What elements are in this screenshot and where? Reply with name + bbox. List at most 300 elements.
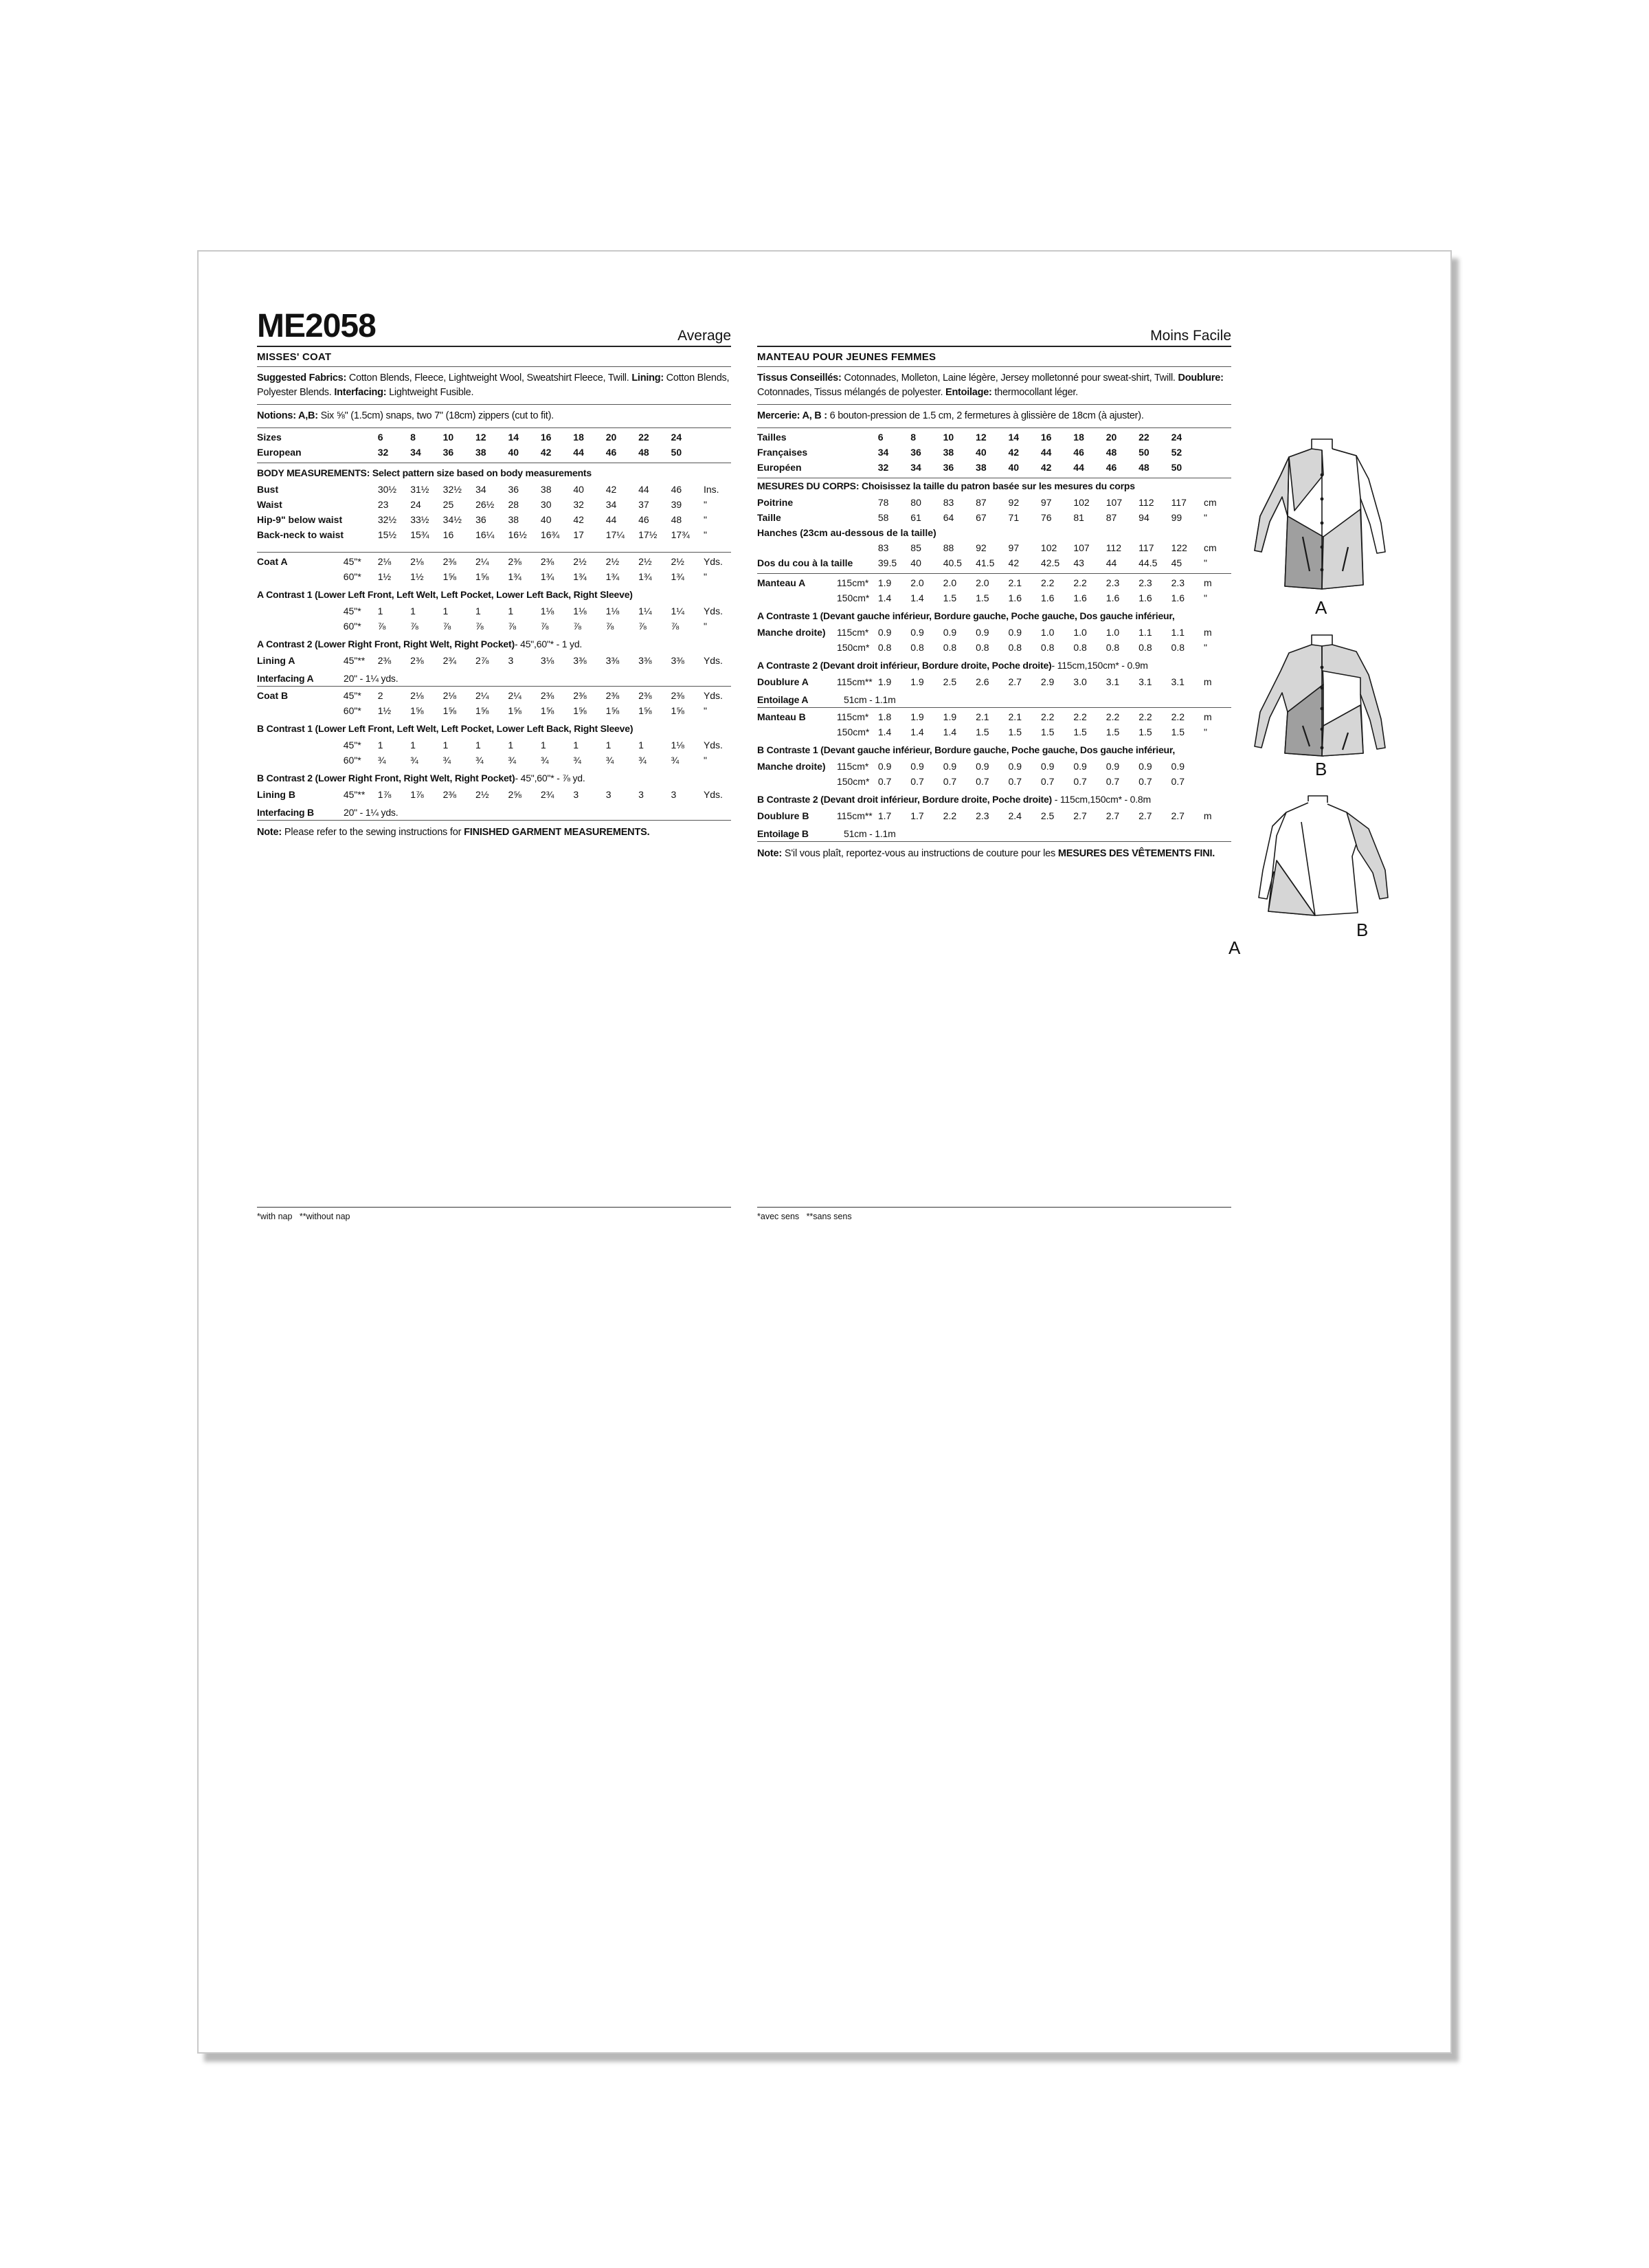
table-row — [757, 430, 1231, 445]
row-label — [257, 569, 344, 584]
table-cell: ⅞ — [573, 621, 581, 632]
interfacing-b-row: Entoilage B 51cm - 1.1m — [757, 828, 896, 839]
table-cell: 22 — [1138, 432, 1149, 443]
table-cell: 2½ — [671, 556, 684, 567]
table-cell: 1.5 — [976, 726, 989, 737]
table-cell: 36 — [910, 447, 921, 458]
table-cell: ¾ — [377, 755, 386, 766]
unit: Yds. — [703, 690, 723, 701]
view-label-a: A — [1315, 597, 1327, 618]
table-cell: 0.7 — [910, 776, 924, 787]
table-cell: 0.7 — [1171, 776, 1185, 787]
table-cell: 2.7 — [1073, 810, 1087, 821]
table-cell: 1.4 — [943, 726, 957, 737]
table-cell: 0.9 — [943, 627, 957, 638]
table-cell: 14 — [1008, 432, 1020, 443]
table-row — [757, 625, 1231, 640]
row-label: Sizes — [257, 432, 282, 443]
table-cell: 1 — [377, 740, 383, 751]
table-cell: 1⅝ — [605, 705, 620, 716]
english-column — [257, 308, 731, 1221]
table-cell: 1.4 — [910, 726, 924, 737]
table-cell: 2⅜ — [540, 690, 554, 701]
table-cell: 92 — [976, 542, 987, 553]
fabric-width: 60"* — [343, 705, 361, 716]
table-cell: 1.5 — [1138, 726, 1152, 737]
a-contrast1-table — [257, 603, 731, 634]
table-row — [757, 460, 1231, 475]
table-cell: 41.5 — [976, 557, 995, 568]
table-cell: 34 — [877, 447, 889, 458]
table-cell: 0.8 — [1106, 642, 1120, 653]
table-cell: 8 — [410, 432, 416, 443]
row-label: Manche droite) — [757, 761, 826, 772]
table-cell: 1½ — [410, 571, 424, 582]
divider — [757, 366, 1231, 367]
table-cell: 2.6 — [976, 676, 989, 687]
table-cell: 0.7 — [1040, 776, 1055, 787]
table-cell: 1.9 — [877, 577, 892, 588]
divider — [757, 573, 1231, 574]
fabric-width: 150cm* — [836, 776, 870, 787]
table-cell: 67 — [976, 512, 987, 523]
table-cell: 1 — [638, 740, 644, 751]
divider — [257, 820, 731, 821]
fabric-width: 45"* — [343, 605, 361, 616]
table-cell: 20 — [605, 432, 617, 443]
row-label: Françaises — [757, 447, 808, 458]
table-cell: 1.0 — [1106, 627, 1120, 638]
table-cell: ⅞ — [442, 621, 451, 632]
table-cell: 1.9 — [910, 711, 924, 722]
table-cell: 52 — [1171, 447, 1182, 458]
divider — [257, 1207, 731, 1208]
table-cell: 0.7 — [943, 776, 957, 787]
table-cell: 44 — [605, 514, 617, 525]
table-cell: 2⅜ — [410, 655, 424, 666]
yardage-table-b — [257, 688, 731, 718]
lining-a-table — [257, 653, 731, 668]
pattern-code: ME2058 — [257, 308, 376, 344]
table-cell: 26½ — [475, 499, 495, 510]
fabric-width: 115cm* — [836, 761, 869, 772]
table-row — [257, 430, 731, 445]
unit: Yds. — [703, 605, 723, 616]
row-label: Doublure B — [757, 810, 809, 821]
footnote: *avec sens **sans sens — [757, 1212, 852, 1221]
a-contrast1-heading: A Contraste 1 (Devant gauche inférieur, Bordure gauche, Poche gauche, Dos gauche inférieur, — [757, 610, 1175, 621]
table-cell: 38 — [508, 514, 519, 525]
table-cell: 2⅜ — [540, 556, 554, 567]
table-row — [757, 759, 1231, 774]
a-contrast1-table — [757, 625, 1231, 655]
table-cell: ⅞ — [638, 621, 647, 632]
table-cell: 50 — [1138, 447, 1149, 458]
table-cell: 112 — [1106, 542, 1122, 553]
table-cell: 16¾ — [540, 529, 560, 540]
unit: " — [703, 755, 707, 766]
yardage-table-b — [757, 709, 1231, 740]
table-cell: 97 — [1008, 542, 1020, 553]
row-label: European — [257, 447, 302, 458]
divider — [757, 1207, 1231, 1208]
garment-title: MISSES' COAT — [257, 351, 332, 363]
back-label-b: B — [1356, 920, 1369, 940]
unit: Yds. — [703, 556, 723, 567]
table-cell: 1.6 — [1073, 592, 1087, 603]
table-cell: 1.5 — [1008, 726, 1022, 737]
table-cell: 18 — [573, 432, 584, 443]
table-cell: 1⅝ — [671, 705, 684, 716]
row-label: Européen — [757, 462, 802, 473]
unit — [704, 445, 731, 460]
table-cell: 2.7 — [1138, 810, 1152, 821]
table-cell: 40 — [573, 484, 584, 495]
divider — [757, 346, 1231, 347]
table-cell: 1¼ — [638, 605, 652, 616]
table-row — [757, 674, 1231, 689]
table-cell: 80 — [910, 497, 921, 508]
table-cell: 71 — [1008, 512, 1020, 523]
table-cell: 1⅝ — [475, 571, 489, 582]
table-cell: 2.4 — [1008, 810, 1022, 821]
table-cell: 2.1 — [976, 711, 989, 722]
table-cell: 1.0 — [1040, 627, 1055, 638]
table-cell: 2.3 — [1138, 577, 1152, 588]
table-cell: 0.7 — [877, 776, 892, 787]
table-cell: 0.8 — [1073, 642, 1087, 653]
table-cell: ¾ — [410, 755, 418, 766]
fabric-width: 115cm** — [836, 810, 873, 821]
row-label: Waist — [257, 499, 282, 510]
table-cell: 2⅜ — [377, 655, 392, 666]
table-cell: 2.7 — [1008, 676, 1022, 687]
table-cell: 12 — [475, 432, 486, 443]
b-contrast1-heading: B Contrast 1 (Lower Left Front, Left Welt, Left Pocket, Lower Left Back, Right Sleeve) — [257, 723, 633, 734]
table-row — [757, 495, 1231, 510]
table-cell: 2⅜ — [442, 789, 457, 800]
row-label: Dos du cou à la taille — [757, 557, 853, 568]
table-cell: 112 — [1138, 497, 1154, 508]
table-cell: 97 — [1040, 497, 1052, 508]
unit: " — [1203, 557, 1207, 568]
note: Note: Please refer to the sewing instructions for FINISHED GARMENT MEASUREMENTS. — [257, 827, 650, 838]
table-cell: 1.0 — [1073, 627, 1087, 638]
table-cell: 1.5 — [1073, 726, 1087, 737]
unit: cm — [1203, 542, 1217, 553]
table-cell: 1¾ — [508, 571, 521, 582]
table-cell: 32½ — [442, 484, 462, 495]
table-cell: 2½ — [605, 556, 620, 567]
interfacing-a-row: Interfacing A 20" - 1¼ yds. — [257, 673, 399, 684]
row-label: Bust — [257, 484, 279, 495]
lining-b-table — [757, 808, 1231, 823]
table-cell: 64 — [943, 512, 954, 523]
coat-back-sketch — [1205, 794, 1411, 958]
unit — [704, 430, 731, 445]
table-cell: 0.8 — [1171, 642, 1185, 653]
unit: " — [1204, 592, 1208, 603]
table-cell: 6 — [877, 432, 884, 443]
table-cell: 3⅜ — [671, 655, 684, 666]
table-cell: 2⅞ — [475, 655, 489, 666]
table-cell: 78 — [877, 497, 889, 508]
table-cell: 33½ — [410, 514, 429, 525]
table-cell: 32½ — [377, 514, 397, 525]
fabric-width: 150cm* — [836, 592, 870, 603]
table-cell: 1 — [475, 740, 481, 751]
table-cell: ¾ — [573, 755, 581, 766]
divider — [257, 686, 731, 687]
table-cell: ⅞ — [605, 621, 614, 632]
table-cell: 1½ — [377, 705, 392, 716]
fabrics-paragraph: Tissus Conseillés: Cotonnades, Molleton, Laine légère, Jersey molletonné pour sweat-shirt, Twill. Doublure: Cotonnades, Tissus mélangés de polyester. Entoilage: thermocollant léger. — [757, 373, 1224, 398]
table-row — [257, 527, 731, 542]
table-cell: 0.8 — [1008, 642, 1022, 653]
table-cell: 40 — [540, 514, 552, 525]
interfacing-a-row: Entoilage A 51cm - 1.1m — [757, 694, 896, 705]
notions-paragraph: Mercerie: A, B : 6 bouton-pression de 1.5 cm, 2 fermetures à glissière de 18cm (à ajuster). — [757, 410, 1144, 421]
table-cell: 1¾ — [573, 571, 587, 582]
coat-back-drawing — [1205, 794, 1411, 932]
table-cell: 0.9 — [943, 761, 957, 772]
b-contrast1-table — [757, 759, 1231, 789]
table-cell: 44 — [1040, 447, 1052, 458]
table-cell: 3 — [638, 789, 644, 800]
fabric-width: 60"* — [343, 621, 361, 632]
table-cell: 46 — [605, 447, 617, 458]
table-cell: 3⅛ — [540, 655, 554, 666]
table-cell: 42 — [573, 514, 584, 525]
fabric-width: 115cm** — [836, 676, 873, 687]
table-cell: 2.0 — [943, 577, 957, 588]
difficulty-rating: Average — [677, 328, 731, 344]
table-cell: 37 — [638, 499, 649, 510]
table-cell: 1.6 — [1008, 592, 1022, 603]
a-contrast2-heading: A Contraste 2 (Devant droit inférieur, Bordure droite, Poche droite)- 115cm,150cm* - 0.9m — [757, 660, 1148, 671]
table-cell: ¾ — [508, 755, 517, 766]
table-cell: 30½ — [377, 484, 397, 495]
unit — [1204, 430, 1231, 445]
table-cell: 1⅝ — [540, 705, 554, 716]
yardage-table-a — [257, 554, 731, 584]
pattern-envelope-back — [197, 250, 1452, 2054]
fabric-width: 115cm* — [836, 711, 869, 722]
row-label — [757, 540, 878, 555]
table-row — [757, 724, 1231, 740]
row-label — [757, 590, 837, 605]
yardage-table-a — [757, 575, 1231, 605]
divider — [757, 841, 1231, 842]
table-row — [257, 703, 731, 718]
table-cell: 0.9 — [910, 627, 924, 638]
table-cell: 81 — [1073, 512, 1084, 523]
footnote: *with nap **without nap — [257, 1212, 350, 1221]
table-cell: 107 — [1073, 542, 1090, 553]
table-cell: 1.7 — [910, 810, 924, 821]
table-cell: 2⅜ — [605, 690, 620, 701]
table-cell: 0.8 — [1040, 642, 1055, 653]
table-cell: 40 — [910, 557, 921, 568]
a-contrast2-heading: A Contrast 2 (Lower Right Front, Right Welt, Right Pocket)- 45",60"* - 1 yd. — [257, 638, 583, 649]
table-cell: 3.1 — [1106, 676, 1120, 687]
fabric-width: 60"* — [343, 571, 361, 582]
table-cell: 0.9 — [877, 627, 892, 638]
table-cell: 34 — [605, 499, 617, 510]
table-cell: 1.6 — [1106, 592, 1120, 603]
table-cell: 43 — [1073, 557, 1084, 568]
footnote-area — [257, 1207, 731, 1221]
table-cell: 3.0 — [1073, 676, 1087, 687]
table-row — [757, 540, 1231, 555]
table-cell: 30 — [540, 499, 552, 510]
table-cell: 1⅛ — [573, 605, 587, 616]
table-cell: 0.7 — [1106, 776, 1120, 787]
table-cell: 0.9 — [1073, 761, 1087, 772]
table-cell: 2.2 — [1073, 577, 1087, 588]
table-cell: 17½ — [638, 529, 658, 540]
row-label — [257, 703, 344, 718]
table-cell: 36 — [475, 514, 486, 525]
table-cell: 36 — [943, 462, 954, 473]
coat-a-front-drawing — [1246, 434, 1404, 612]
table-cell: 0.9 — [1040, 761, 1055, 772]
table-cell: 1.5 — [943, 592, 957, 603]
body-measurements-title: MESURES DU CORPS: Choisissez la taille du patron basée sur les mesures du corps — [757, 480, 1135, 491]
table-cell: 1.5 — [1040, 726, 1055, 737]
table-cell: 2⅛ — [442, 690, 457, 701]
table-cell: 117 — [1171, 497, 1187, 508]
table-row — [257, 512, 731, 527]
table-cell: 12 — [976, 432, 987, 443]
table-cell: 39 — [671, 499, 682, 510]
unit — [1204, 460, 1231, 475]
table-cell: 28 — [508, 499, 519, 510]
table-cell: 1 — [442, 605, 449, 616]
unit: Yds. — [703, 789, 723, 800]
table-cell: ¾ — [540, 755, 549, 766]
table-cell: 40 — [976, 447, 987, 458]
table-cell: 117 — [1138, 542, 1154, 553]
divider — [757, 707, 1231, 708]
size-table — [757, 430, 1231, 475]
table-row — [257, 653, 731, 668]
table-cell: 2¼ — [508, 690, 521, 701]
divider — [257, 427, 731, 428]
table-cell: 2.2 — [1073, 711, 1087, 722]
b-contrast2-heading: B Contrast 2 (Lower Right Front, Right Welt, Right Pocket)- 45",60"* - ⅞ yd. — [257, 772, 585, 783]
table-cell: 17 — [573, 529, 584, 540]
table-cell: 0.8 — [1138, 642, 1152, 653]
table-cell: 2 — [377, 690, 383, 701]
table-cell: 1.1 — [1171, 627, 1185, 638]
table-cell: 1.9 — [943, 711, 957, 722]
row-label: Lining B — [257, 789, 295, 800]
table-cell: 16 — [1040, 432, 1052, 443]
table-cell: 1.4 — [910, 592, 924, 603]
table-cell: 87 — [1106, 512, 1117, 523]
table-cell: 58 — [877, 512, 889, 523]
table-row — [257, 482, 731, 497]
table-cell: 6 — [377, 432, 383, 443]
table-cell: 1.5 — [1106, 726, 1120, 737]
table-cell: 2.5 — [943, 676, 957, 687]
size-table — [257, 430, 731, 460]
table-cell: 83 — [943, 497, 954, 508]
table-cell: 2.1 — [1008, 577, 1022, 588]
table-cell: 122 — [1171, 542, 1187, 553]
table-cell: 38 — [943, 447, 954, 458]
table-cell: 1 — [605, 740, 612, 751]
table-cell: ⅞ — [475, 621, 484, 632]
table-cell: 16 — [540, 432, 552, 443]
table-cell: 1¼ — [671, 605, 684, 616]
table-cell: 10 — [943, 432, 954, 443]
table-cell: 1⅝ — [638, 705, 652, 716]
row-label — [257, 737, 344, 753]
unit: " — [703, 529, 707, 540]
table-cell: 36 — [442, 447, 454, 458]
table-cell: 42 — [1040, 462, 1052, 473]
table-cell: 1¾ — [605, 571, 620, 582]
table-cell: 36 — [508, 484, 519, 495]
table-cell: 44.5 — [1138, 557, 1158, 568]
table-cell: 2⅛ — [377, 556, 392, 567]
row-label: Taille — [757, 512, 781, 523]
table-cell: 1 — [508, 605, 514, 616]
table-row — [757, 575, 1231, 590]
table-cell: 22 — [638, 432, 649, 443]
difficulty-rating: Moins Facile — [1150, 328, 1231, 344]
table-cell: 0.7 — [1073, 776, 1087, 787]
fabric-width: 45"* — [343, 690, 361, 701]
fabric-width: 115cm* — [836, 577, 869, 588]
table-cell: 16 — [442, 529, 454, 540]
table-cell: 50 — [1171, 462, 1182, 473]
table-row — [257, 569, 731, 584]
table-cell: 42 — [1008, 447, 1020, 458]
table-cell: 3⅜ — [638, 655, 652, 666]
table-row — [757, 640, 1231, 655]
table-cell: 2.3 — [1106, 577, 1120, 588]
divider — [757, 404, 1231, 405]
table-cell: 0.9 — [910, 761, 924, 772]
table-cell: 42.5 — [1040, 557, 1060, 568]
table-cell: 1 — [573, 740, 579, 751]
table-cell: 2.0 — [910, 577, 924, 588]
table-cell: 0.8 — [943, 642, 957, 653]
table-cell: 1 — [508, 740, 514, 751]
a-contrast1-heading: A Contrast 1 (Lower Left Front, Left Welt, Left Pocket, Lower Left Back, Right Sleeve) — [257, 589, 633, 600]
row-label: Coat B — [257, 690, 289, 701]
table-cell: 1.6 — [1040, 592, 1055, 603]
table-cell: 1 — [410, 605, 416, 616]
table-cell: 2¾ — [442, 655, 457, 666]
table-cell: 3⅜ — [605, 655, 620, 666]
body-measurements-table — [757, 495, 1231, 570]
table-cell: 0.7 — [1138, 776, 1152, 787]
table-cell: 2⅜ — [638, 690, 652, 701]
table-cell: 1¾ — [638, 571, 652, 582]
unit: cm — [1203, 497, 1217, 508]
table-cell: 1 — [410, 740, 416, 751]
unit: " — [1203, 512, 1207, 523]
unit: Yds. — [703, 740, 723, 751]
coat-b-front-drawing — [1246, 630, 1404, 764]
table-cell: 14 — [508, 432, 519, 443]
table-cell: 45 — [1171, 557, 1182, 568]
table-cell: 17¼ — [605, 529, 625, 540]
